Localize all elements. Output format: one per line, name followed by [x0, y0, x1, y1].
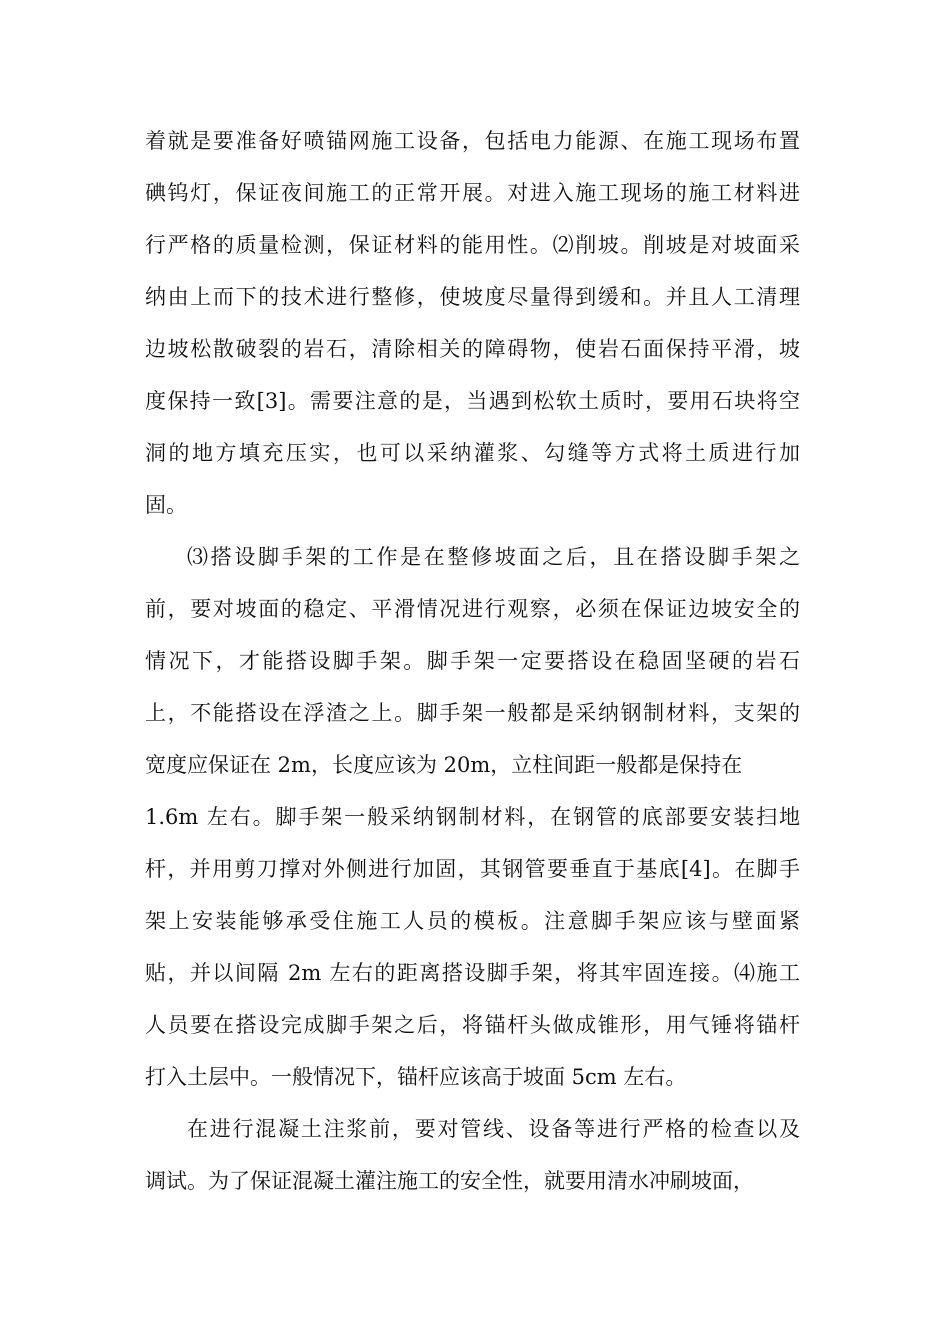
- text-line: 边坡松散破裂的岩石，清除相关的障碍物，使岩石面保持平滑，坡: [145, 337, 800, 361]
- text-line: 洞的地方填充压实，也可以采纳灌浆、勾缝等方式将土质进行加: [145, 441, 800, 465]
- paragraph: [145, 531, 800, 1103]
- text-line: 1.6m 左右。脚手架一般采纳钢制材料，在钢管的底部要安装扫地: [145, 805, 800, 829]
- paragraph: [145, 115, 800, 531]
- text-line: 在进行混凝土注浆前，要对管线、设备等进行严格的检查以及: [187, 1117, 800, 1141]
- text-line: 情况下，才能搭设脚手架。脚手架一定要搭设在稳固坚硬的岩石: [145, 649, 800, 673]
- text-line: 调试。为了保证混凝土灌注施工的安全性，就要用清水冲刷坡面，: [145, 1169, 754, 1193]
- text-line: ⑶搭设脚手架的工作是在整修坡面之后，且在搭设脚手架之: [187, 545, 800, 569]
- text-line: 宽度应保证在 2m，长度应该为 20m，立柱间距一般都是保持在: [145, 753, 743, 777]
- text-line: 度保持一致[3]。需要注意的是，当遇到松软土质时，要用石块将空: [145, 389, 800, 413]
- text-line: 人员要在搭设完成脚手架之后，将锚杆头做成锥形，用气锤将锚杆: [145, 1013, 800, 1037]
- text-line: 纳由上而下的技术进行整修，使坡度尽量得到缓和。并且人工清理: [145, 285, 800, 309]
- text-line: 打入土层中。一般情况下，锚杆应该高于坡面 5cm 左右。: [145, 1065, 687, 1089]
- text-line: 着就是要准备好喷锚网施工设备，包括电力能源、在施工现场布置: [145, 129, 800, 153]
- text-line: 贴，并以间隔 2m 左右的距离搭设脚手架，将其牢固连接。⑷施工: [145, 961, 800, 985]
- text-line: 架上安装能够承受住施工人员的模板。注意脚手架应该与壁面紧: [145, 909, 800, 933]
- text-line: 碘钨灯，保证夜间施工的正常开展。对进入施工现场的施工材料进: [145, 181, 800, 205]
- text-line: 前，要对坡面的稳定、平滑情况进行观察，必须在保证边坡安全的: [145, 597, 800, 621]
- text-line: 上，不能搭设在浮渣之上。脚手架一般都是采纳钢制材料，支架的: [145, 701, 800, 725]
- text-line: 固。: [145, 493, 187, 517]
- paragraph: [145, 1103, 800, 1207]
- document-body: [145, 115, 800, 1207]
- text-line: 杆，并用剪刀撑对外侧进行加固，其钢管要垂直于基底[4]。在脚手: [145, 857, 800, 881]
- text-line: 行严格的质量检测，保证材料的能用性。⑵削坡。削坡是对坡面采: [145, 233, 800, 257]
